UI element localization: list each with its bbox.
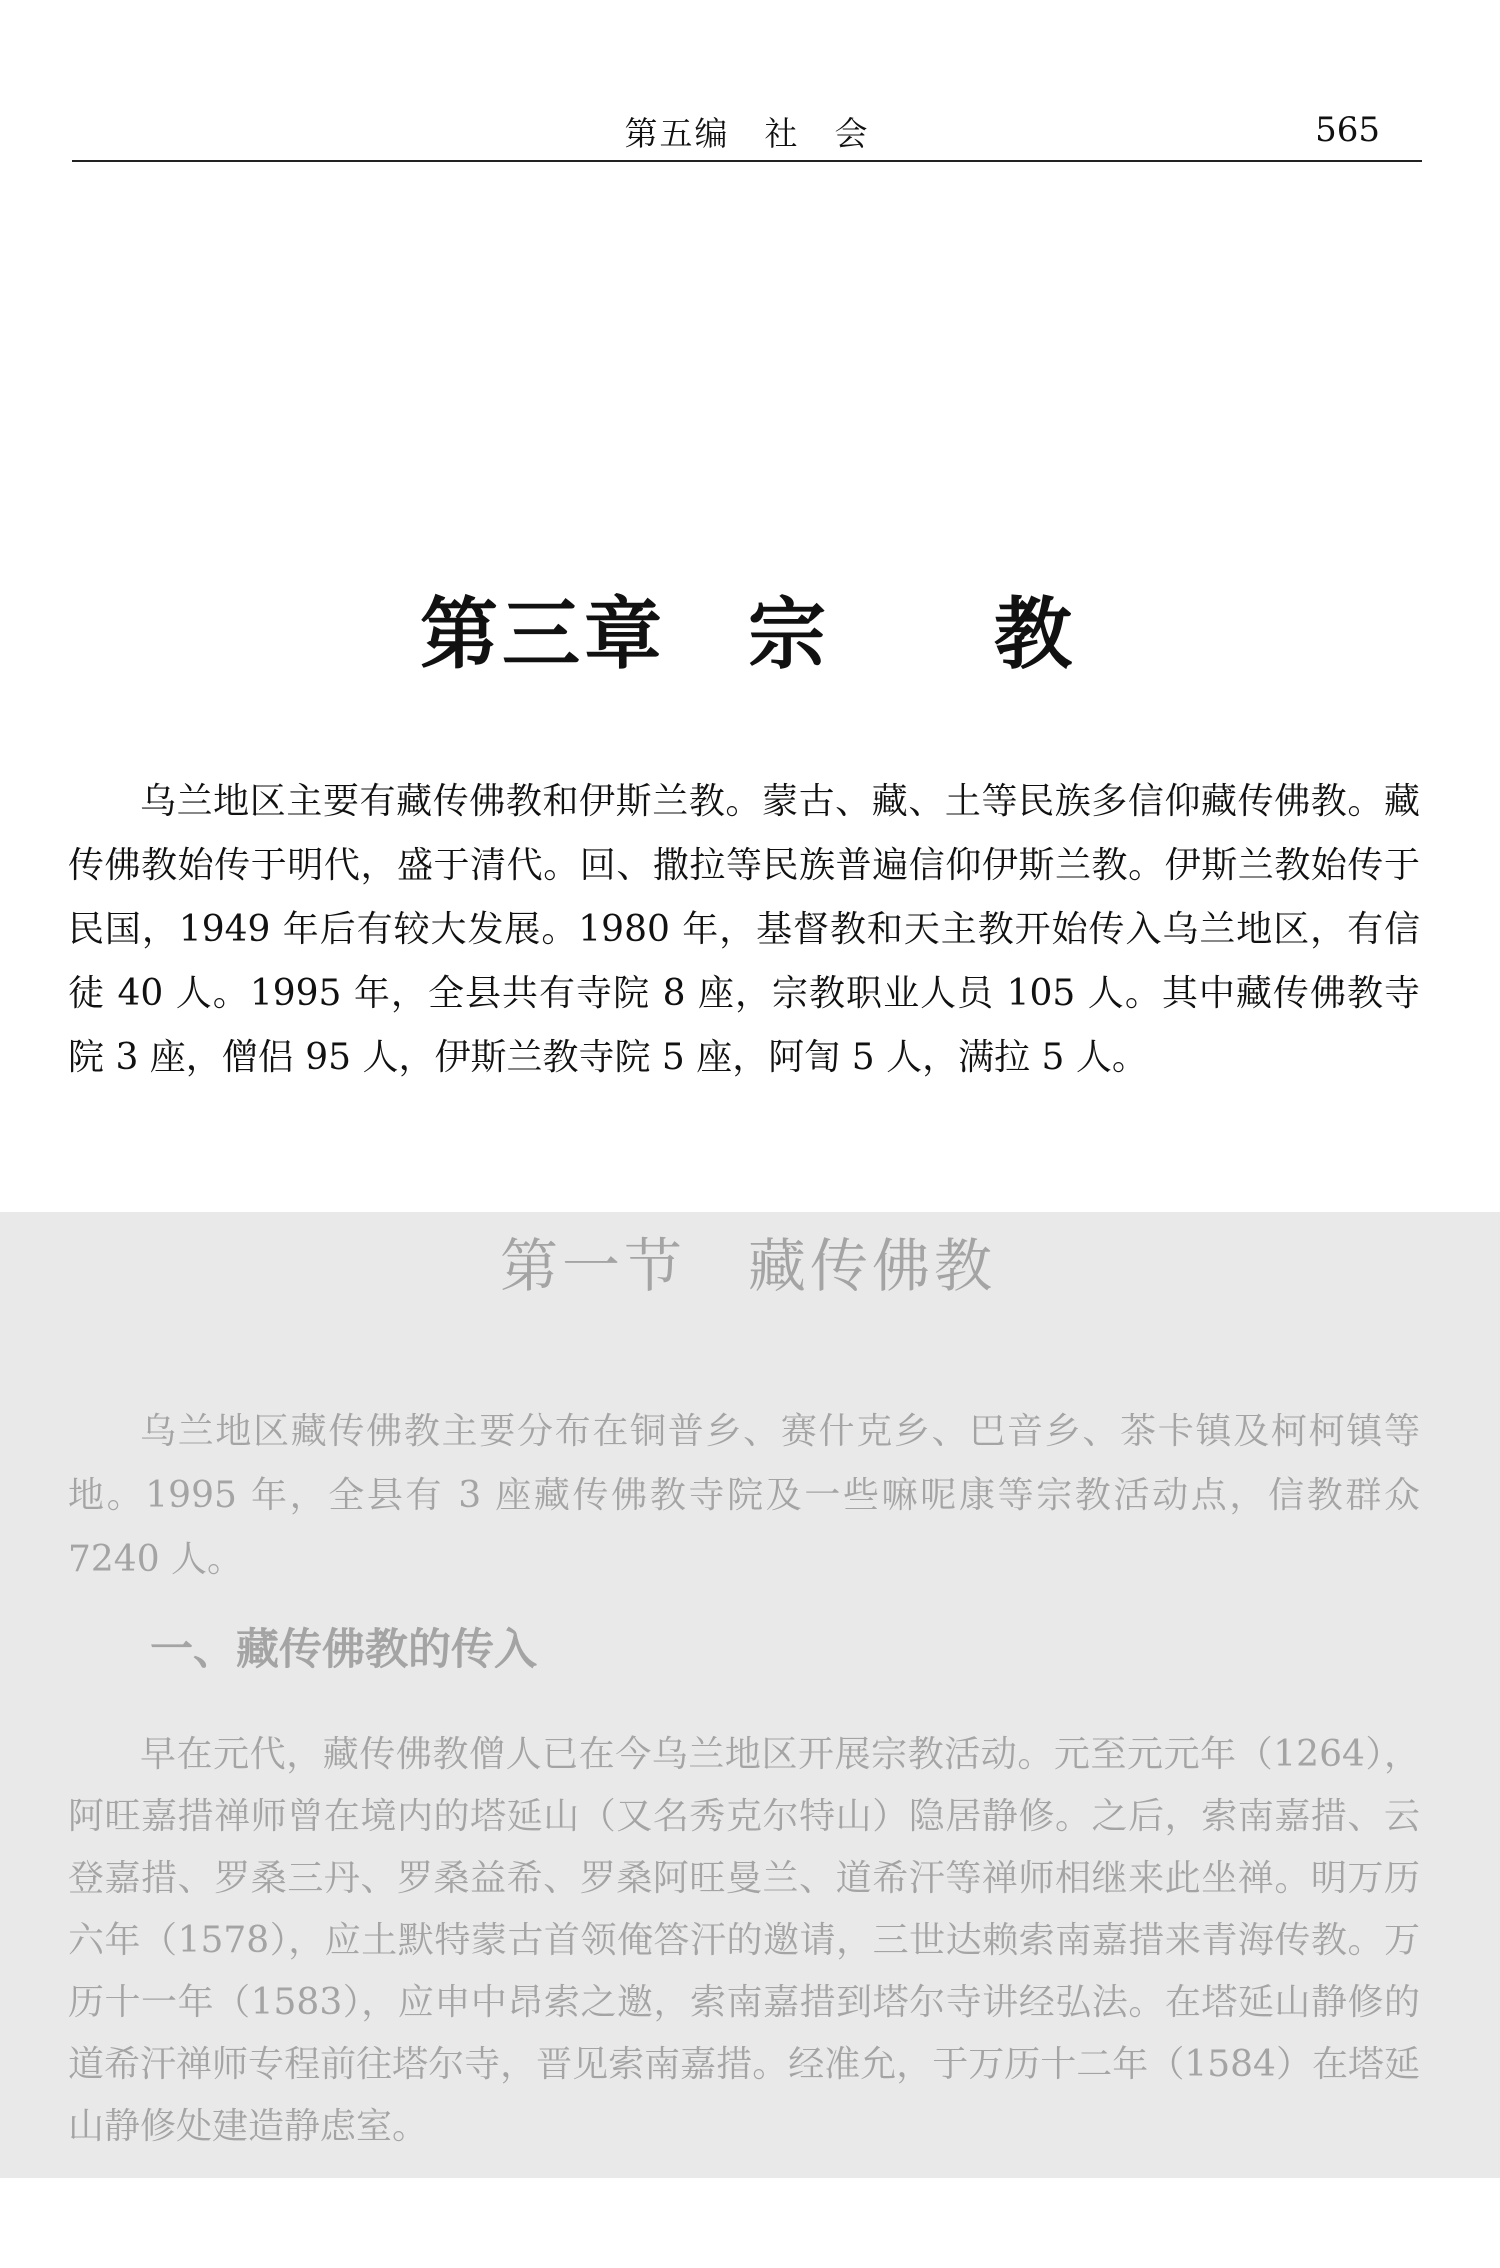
running-title: 第五编 社 会 bbox=[624, 114, 870, 153]
subsection-title: 一、藏传佛教的传入 bbox=[150, 1625, 537, 1675]
section-paragraph: 乌兰地区藏传佛教主要分布在铜普乡、赛什克乡、巴音乡、茶卡镇及柯柯镇等地。1995 年，全县有 3 座藏传佛教寺院及一些嘛呢康等宗教活动点，信教群众 7240 人。 bbox=[68, 1411, 1420, 1580]
page-number: 565 bbox=[1315, 110, 1380, 150]
chapter-title: 第三章 宗 教 bbox=[420, 589, 1077, 680]
section-title: 第一节 藏传佛教 bbox=[500, 1232, 997, 1300]
running-header bbox=[72, 108, 1422, 160]
subsection-paragraph: 早在元代，藏传佛教僧人已在今乌兰地区开展宗教活动。元至元元年（1264），阿旺嘉措禅师曾在境内的塔延山（又名秀克尔特山）隐居静修。之后，索南嘉措、云登嘉措、罗桑三丹、罗桑益希、罗桑阿旺曼兰、道希汗等禅师相继来此坐禅。明万历六年（1578），应土默特蒙古首领俺答汗的邀请，三世达赖索南嘉措来青海传教。万历十一年（1583），应申中昂索之邀，索南嘉措到塔尔寺讲经弘法。在塔延山静修的道希汗禅师专程前往塔尔寺，晋见索南嘉措。经准允，于万历十二年（1584）在塔延山静修处建造静虑室。 bbox=[68, 1734, 1420, 2147]
chapter-intro-paragraph: 乌兰地区主要有藏传佛教和伊斯兰教。蒙古、藏、土等民族多信仰藏传佛教。藏传佛教始传于明代，盛于清代。回、撒拉等民族普遍信仰伊斯兰教。伊斯兰教始传于民国，1949 年后有较大发展。1980 年，基督教和天主教开始传入乌兰地区，有信徒 40 人。1995 年，全县共有寺院 8 座，宗教职业人员 105 人。其中藏传佛教寺院 3 座，僧侣 95 人，伊斯兰教寺院 5 座，阿訇 5 人，满拉 5 人。 bbox=[68, 781, 1420, 1078]
header-rule bbox=[72, 160, 1422, 162]
